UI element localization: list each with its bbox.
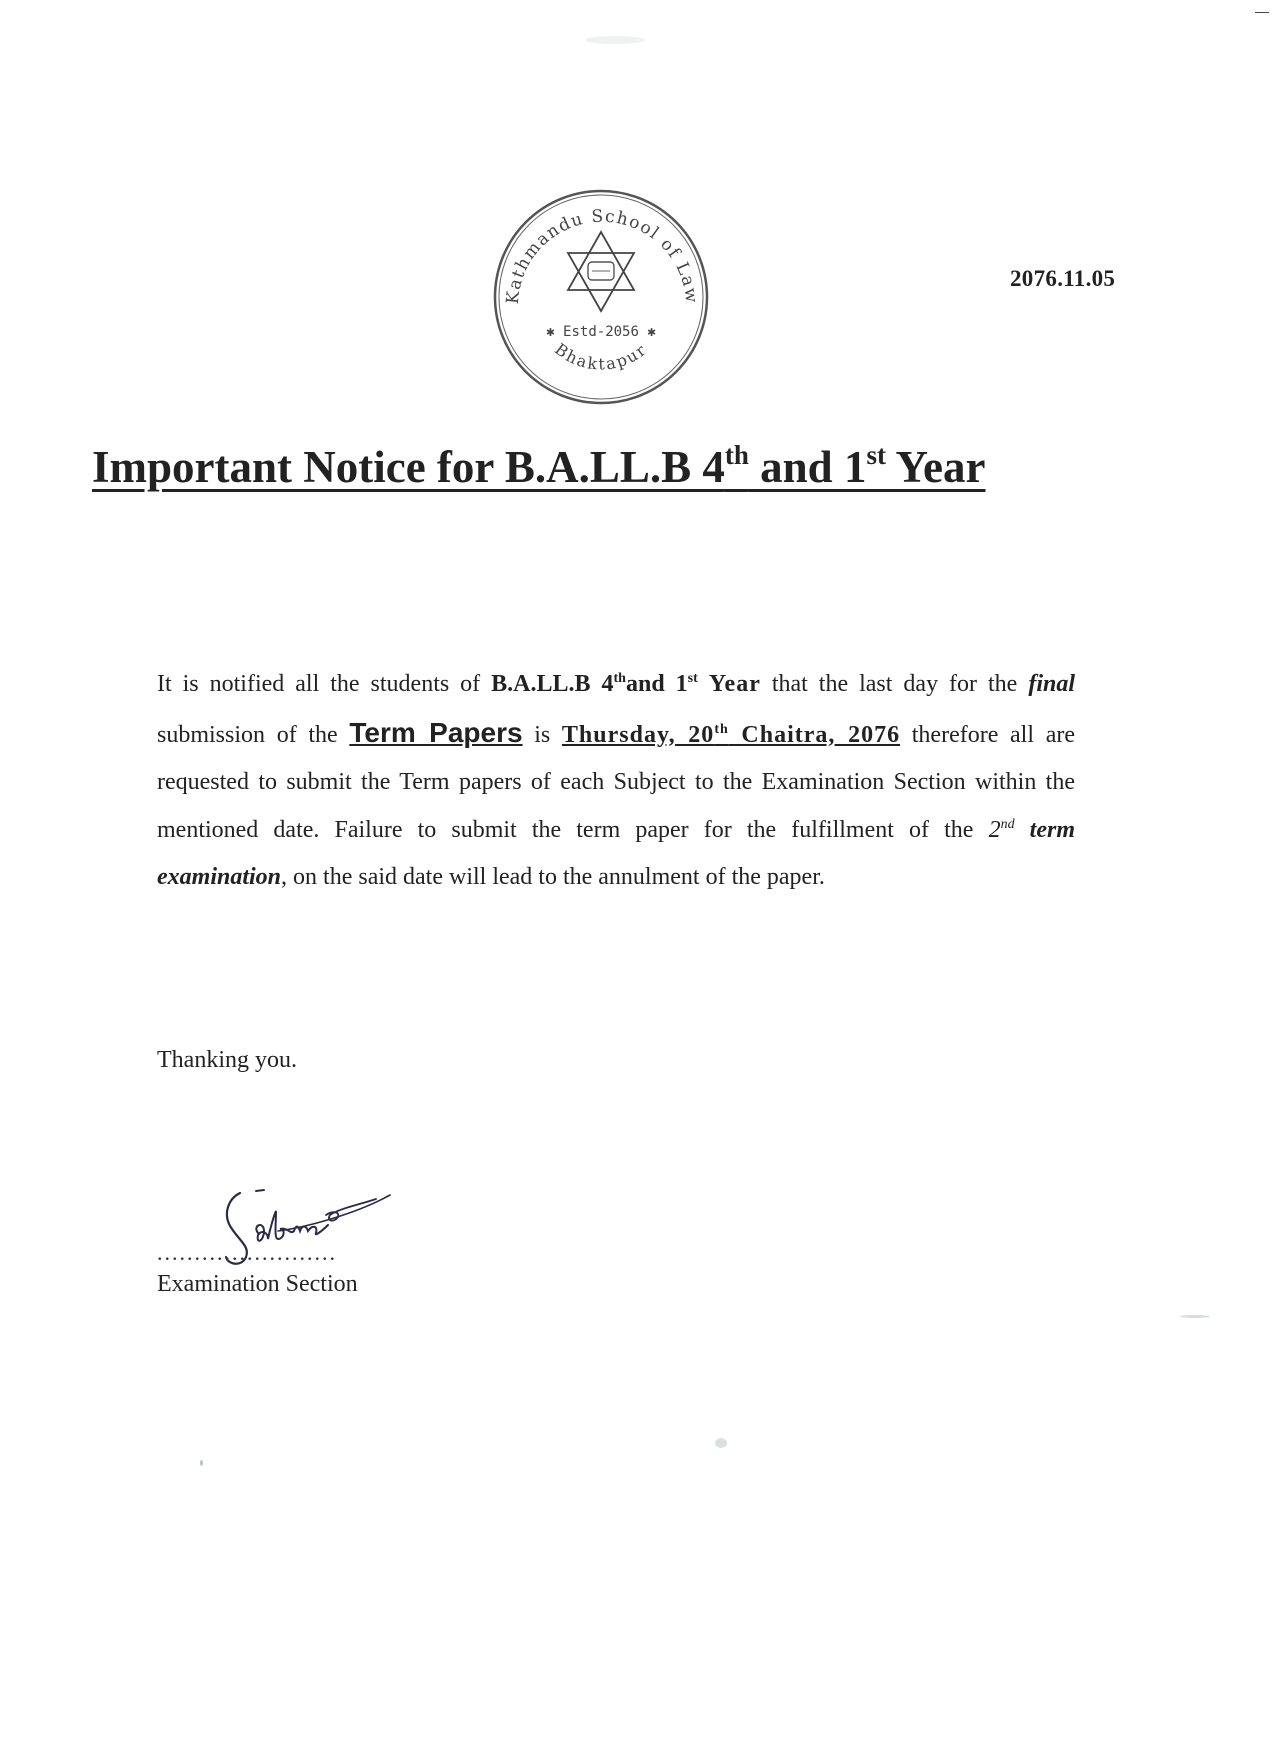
svg-text:Kathmandu School of Law: Kathmandu School of Law — [502, 206, 702, 306]
exam-superscript: nd — [1000, 816, 1015, 832]
svg-text:✱ Estd-2056 ✱: ✱ Estd-2056 ✱ — [546, 324, 656, 340]
title-text: Important Notice for B.A.LL.B 4 — [92, 442, 725, 492]
body-text: that the last day for the — [760, 671, 1029, 697]
exam-number: 2 — [988, 816, 1001, 843]
body-text: It is notified all the students of — [157, 671, 492, 697]
notice-date: 2076.11.05 — [1010, 266, 1116, 291]
body-text: submission of the — [157, 721, 350, 748]
program-name — [491, 671, 761, 697]
scan-speck — [585, 36, 645, 44]
notice-body — [157, 661, 1075, 902]
body-text: , on the said date will lead to the annulment of the paper. — [281, 864, 825, 890]
school-seal-graphic — [488, 184, 714, 410]
title-text: Year — [885, 442, 986, 492]
program-superscript: st — [687, 671, 698, 686]
scan-edge-mark — [1255, 12, 1269, 13]
scan-speck — [1180, 1315, 1210, 1318]
program-text: Year — [697, 671, 761, 697]
program-text: B.A.LL.B 4 — [491, 671, 614, 697]
page-title — [92, 440, 1122, 492]
title-superscript: th — [724, 440, 749, 470]
school-seal — [488, 184, 714, 410]
program-superscript: th — [613, 671, 626, 686]
title-text: and 1 — [748, 442, 867, 492]
exam-text: term examination — [157, 816, 1075, 890]
final-emphasis: final — [1028, 671, 1076, 697]
deadline — [562, 722, 900, 748]
scan-speck — [200, 1460, 203, 1466]
signature-dotted-line: ........................ — [157, 1240, 337, 1265]
body-text: is — [522, 721, 562, 748]
svg-text:Bhaktapur: Bhaktapur — [551, 339, 651, 374]
body-text: therefore all are requested to submit the Term papers of each Subject to the Examination Section within the mentioned date. Failure to submit the term paper for the fulfillment of the — [157, 721, 1075, 843]
deadline-text: Thursday, 20 — [561, 721, 715, 748]
term-papers-emphasis: Term Papers — [349, 716, 523, 748]
title-superscript: st — [866, 440, 886, 470]
signatory-label: Examination Section — [157, 1271, 358, 1297]
scan-speck — [715, 1438, 727, 1448]
deadline-text: Chaitra, 2076 — [728, 721, 901, 748]
deadline-superscript: th — [714, 721, 729, 737]
closing-line: Thanking you. — [157, 1047, 297, 1073]
program-text: and 1 — [625, 671, 688, 697]
